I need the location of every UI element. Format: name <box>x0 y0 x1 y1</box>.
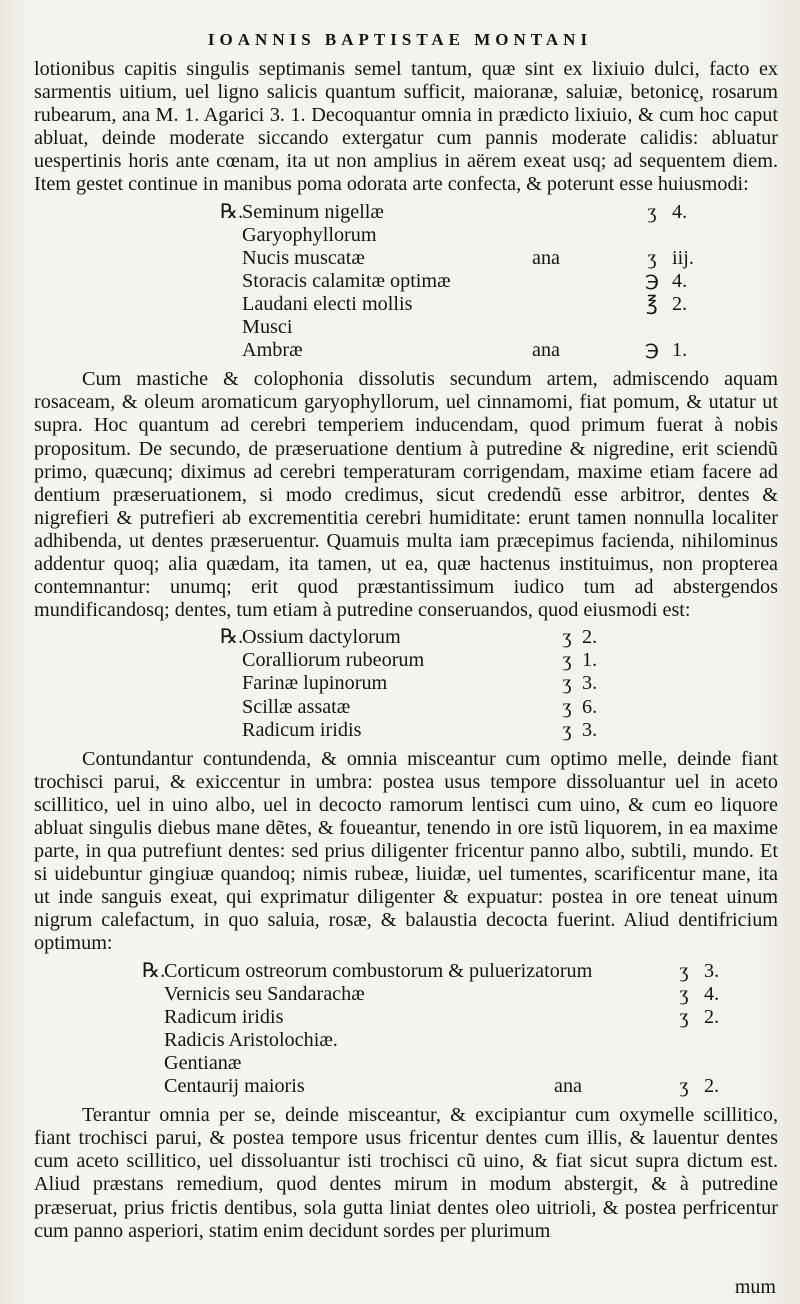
recipe-pomum <box>34 201 778 363</box>
dose-quantity: iij. <box>672 246 694 269</box>
dose-quantity: 2. <box>582 626 598 649</box>
recipe-ingredient <box>142 1075 778 1098</box>
recipe-ingredient <box>142 1029 778 1052</box>
dose-symbol: ʒ <box>679 959 689 982</box>
ingredient-name: Coralliorum rubeorum <box>242 649 425 672</box>
dose-symbol: ʒ <box>679 1005 689 1028</box>
recipe-ingredient <box>220 626 778 649</box>
ingredient-name: Vernicis seu Sandarachæ <box>164 982 365 1005</box>
ingredient-name: Scillæ assatæ <box>242 695 351 718</box>
ingredient-name: Ambræ <box>242 339 303 362</box>
dose-quantity: 3. <box>582 718 598 741</box>
ingredient-name: Farinæ lupinorum <box>242 672 388 695</box>
dose-quantity: 4. <box>704 982 720 1005</box>
dose-symbol: ʒ <box>562 649 572 672</box>
dose-quantity: 1. <box>582 649 598 672</box>
recipe-ingredient <box>142 1052 778 1075</box>
recipe-ingredient <box>220 649 778 672</box>
paragraph-contundantur: Contundantur contundenda, & omnia misceantur cum optimo melle, deinde fiant trochisci parui, & exiccentur in umbra: postea usus tempore dissoluantur uel in aceto scillitico, uel in uino albo, uel in decocto ramorum lentisci cum uino, & cum eo liquore abluat singulis diebus mane dẽtes, & foueantur, tenendo in ore istũ liquorem, in ea maxime parte, in qua putrefiunt dentes: sed prius diligenter fricentur panno albo, subtili, mundo. Et si uidebuntur gingiuæ quandoq; nimis rubeæ, liuidæ, uel tumentes, scarificentur mane, ita ut inde sanguis exeat, qui exprimatur diligenter & expuatur: postea in ore teneat uinum nigrum calefactum, in quo saluia, rosæ, & balaustia decocta fuerint. Aliud dentifricium optimum: <box>34 747 778 955</box>
intro-paragraph: lotionibus capitis singulis septimanis semel tantum, quæ sint ex lixiuio dulci, facto ex sarmentis uitium, uel ligno salicis quantum sufficit, maioranæ, saluiæ, betonicę, rosarum rubearum, ana M. 1. Agarici 3. 1. Decoquantur omnia in prædicto lixiuio, & cum hoc caput abluat, deinde moderate siccando extergatur cum pannis moderate calidis: abluatur uespertinis horis ante cœnam, ita ut non amplius in aërem exeat usq; ad sequentem diem. Item gestet continue in manibus poma odorata arte confecta, & poterunt esse huiusmodi: <box>34 58 778 196</box>
dose-quantity: 4. <box>672 269 688 292</box>
dose-quantity: 4. <box>672 200 688 223</box>
ingredient-name: Storacis calamitæ optimæ <box>242 269 451 292</box>
dose-symbol: ℥ <box>646 292 658 315</box>
recipe-sign: ℞. <box>220 626 244 649</box>
recipe-dentifricium <box>34 960 778 1099</box>
dose-symbol: ʒ <box>562 626 572 649</box>
recipe-ingredient <box>220 224 778 247</box>
dose-quantity: 2. <box>672 292 688 315</box>
ingredient-name: Radicum iridis <box>164 1005 284 1028</box>
dose-symbol: ʒ <box>562 695 572 718</box>
dose-quantity: 2. <box>704 1005 720 1028</box>
ingredient-name: Corticum ostreorum combustorum & puluerizatorum <box>164 959 593 982</box>
ana-mark: ana <box>532 246 561 269</box>
ingredient-name: Nucis muscatæ <box>242 246 365 269</box>
recipe-sign: ℞. <box>142 959 166 982</box>
recipe-trochisci <box>34 626 778 741</box>
dose-quantity: 3. <box>704 959 720 982</box>
body-text <box>34 58 778 1243</box>
dose-symbol: ʒ <box>647 246 657 269</box>
recipe-ingredient <box>220 247 778 270</box>
dose-symbol: ʒ <box>562 672 572 695</box>
recipe-ingredient <box>220 339 778 362</box>
recipe-ingredient <box>220 696 778 719</box>
paragraph-terantur: Terantur omnia per se, deinde misceantur, & excipiantur cum oxymelle scillitico, fiant trochisci parui, & postea tempore usus fricentur dentes cum illis, & lauentur dentes cum aceto scillitico, uel dissoluantur isti trochisci cũ uino, & fiat sicut supra dictum est. Aliud præstans remedium, quod dentes mirum in modum abstergit, & à putredine præseruat, prius frictis dentibus, sola gutta liniat dentes oleo uitrioli, & postea perfricentur cum panno asperiori, statim enim decidunt sordes per plurimum <box>34 1104 778 1242</box>
running-header: IOANNIS BAPTISTAE MONTANI <box>207 30 593 49</box>
ingredient-name: Radicum iridis <box>242 718 362 741</box>
ingredient-name: Musci <box>242 316 293 339</box>
dose-symbol: ʒ <box>679 1075 689 1098</box>
paragraph-dentes: Cum mastiche & colophonia dissolutis secundum artem, admiscendo aquam rosaceam, & oleum aromaticum garyophyllorum, uel cinnamomi, fiat pomum, & utatur ut supra. Hoc quantum ad cerebri temperiem inducendam, quod primum fuerat à nobis propositum. De secundo, de præseruatione dentium à putredine & nigredine, erit sciendũ primo, quæcunq; diximus ad cerebri temperaturam corrigendam, maxime etiam facere ad dentium præseruationem, si modo credimus, sicut credendũ esse arbitror, dentes & nigrefieri & putrefieri ab excrementitia cerebri humiditate: erunt tamen nonnulla localiter adhibenda, ut dentes præseruentur. Quamuis multa iam præcepimus facienda, nihilominus addentur quoq; alia quædam, ita tamen, ut ea, quæ hactenus instituimus, non propterea contemnantur: unumq; erit quod præstantissimum iudico tum ad abstergendos mundificandosq; dentes, tum etiam à putredine conseruandos, quod eiusmodi est: <box>34 368 778 622</box>
dose-symbol: ʒ <box>679 982 689 1005</box>
ingredient-name: Radicis Aristolochiæ. <box>164 1028 338 1051</box>
recipe-ingredient <box>220 293 778 316</box>
ingredient-name: Gentianæ <box>164 1051 242 1074</box>
recipe-sign: ℞. <box>220 200 244 223</box>
dose-quantity: 1. <box>672 339 688 362</box>
recipe-ingredient <box>142 983 778 1006</box>
ingredient-name: Garyophyllorum <box>242 223 377 246</box>
ingredient-name: Ossium dactylorum <box>242 626 401 649</box>
recipe-ingredient <box>220 270 778 293</box>
recipe-ingredient <box>220 201 778 224</box>
recipe-ingredient <box>220 672 778 695</box>
dose-symbol: ʒ <box>647 200 657 223</box>
dose-quantity: 6. <box>582 695 598 718</box>
recipe-ingredient <box>142 1006 778 1029</box>
catchword: mum <box>734 1276 776 1298</box>
dose-symbol: ʒ <box>562 718 572 741</box>
ingredient-name: Centaurij maioris <box>164 1075 305 1098</box>
dose-quantity: 2. <box>704 1075 720 1098</box>
recipe-ingredient <box>220 719 778 742</box>
ana-mark: ana <box>532 339 561 362</box>
ana-mark: ana <box>554 1075 583 1098</box>
recipe-ingredient <box>142 960 778 983</box>
ingredient-name: Laudani electi mollis <box>242 292 413 315</box>
dose-symbol: ℈ <box>644 269 660 292</box>
ingredient-name: Seminum nigellæ <box>242 200 384 223</box>
recipe-ingredient <box>220 316 778 339</box>
dose-quantity: 3. <box>582 672 598 695</box>
dose-symbol: ℈ <box>644 339 660 362</box>
